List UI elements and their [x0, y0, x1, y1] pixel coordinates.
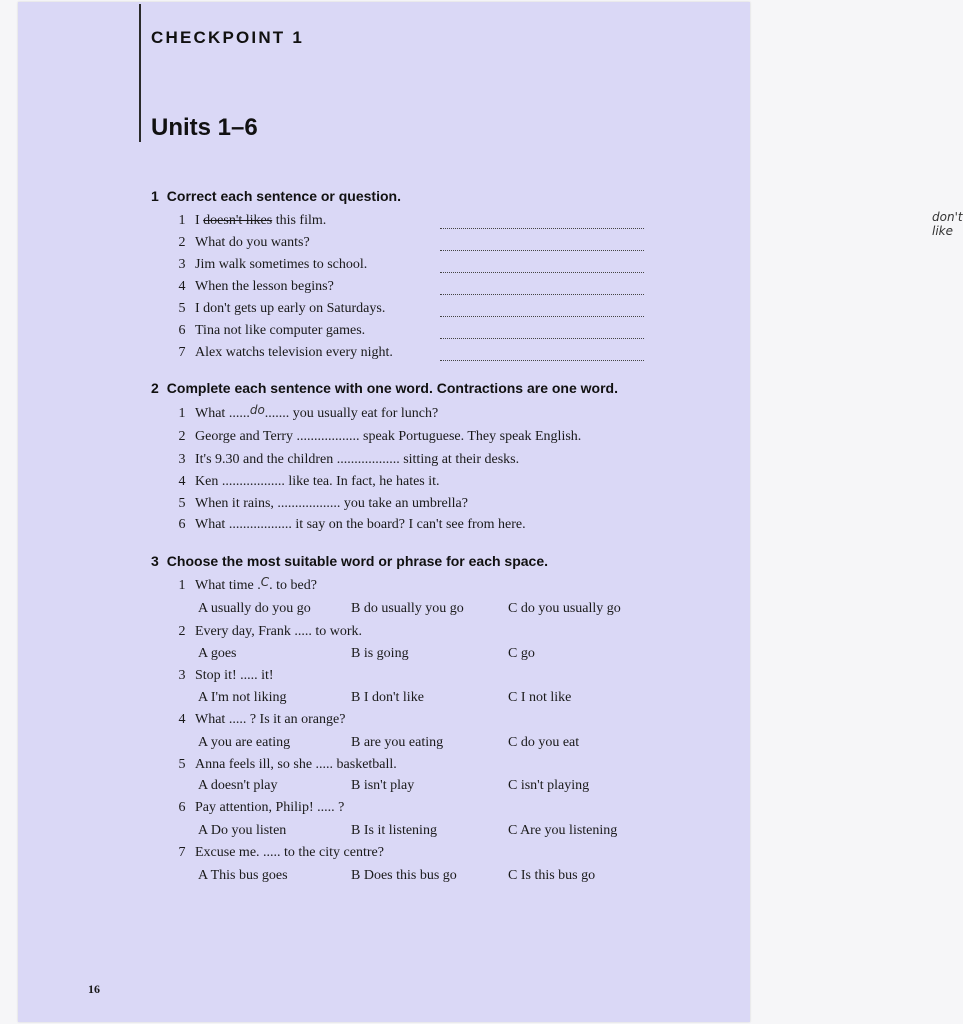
- section-2-number: 2: [151, 380, 159, 396]
- option-c[interactable]: C do you eat: [508, 735, 580, 750]
- checkpoint-title: CHECKPOINT 1: [151, 28, 304, 47]
- item-text: Excuse me. ..... to the city centre?: [195, 845, 384, 860]
- option-a[interactable]: A I'm not liking: [198, 690, 287, 705]
- answer-line[interactable]: [440, 237, 644, 251]
- option-a[interactable]: A goes: [198, 646, 237, 661]
- option-b[interactable]: B isn't play: [351, 778, 415, 793]
- item-text: What do you wants?: [195, 235, 310, 250]
- option-c[interactable]: C go: [508, 646, 535, 661]
- handwritten-answer: C: [260, 575, 270, 589]
- item-number: 2: [178, 429, 186, 444]
- item-number: 4: [178, 279, 186, 294]
- item-text: What ..... ? Is it an orange?: [195, 712, 346, 727]
- vertical-rule: [139, 4, 141, 142]
- option-a[interactable]: A you are eating: [198, 735, 291, 750]
- item-text: It's 9.30 and the children .................. sitting at their desks.: [195, 452, 520, 467]
- section-1-heading: [151, 188, 401, 204]
- item-number: 3: [178, 668, 186, 683]
- option-b[interactable]: B is going: [351, 646, 409, 661]
- section-3-instruction: Choose the most suitable word or phrase for each space.: [166, 553, 549, 569]
- worksheet-page: [18, 2, 963, 1022]
- item-text: . to bed?: [269, 578, 317, 593]
- item-text: ....... you usually eat for lunch?: [264, 406, 439, 421]
- item-number: 4: [178, 712, 186, 727]
- option-b[interactable]: B are you eating: [351, 735, 444, 750]
- option-a[interactable]: A usually do you go: [198, 601, 311, 616]
- option-b[interactable]: B Does this bus go: [351, 868, 457, 883]
- item-text: Every day, Frank ..... to work.: [195, 624, 363, 639]
- option-c[interactable]: C isn't playing: [508, 778, 590, 793]
- answer-line[interactable]: [440, 210, 963, 238]
- item-number: 7: [178, 345, 186, 360]
- struck-text: doesn't likes: [203, 213, 273, 228]
- section-1-instruction: Correct each sentence or question.: [166, 188, 401, 204]
- answer-line[interactable]: [440, 281, 644, 295]
- item-number: 6: [178, 800, 186, 815]
- item-text: Ken .................. like tea. In fact, he hates it.: [195, 474, 440, 489]
- item-number: 1: [178, 578, 186, 593]
- item-text: I: [195, 213, 204, 228]
- handwritten-answer: do: [249, 403, 265, 417]
- answer-line[interactable]: [440, 303, 644, 317]
- option-b[interactable]: B do usually you go: [351, 601, 464, 616]
- option-a[interactable]: A doesn't play: [198, 778, 278, 793]
- section-2-instruction: Complete each sentence with one word. Contractions are one word.: [166, 380, 618, 396]
- item-text: When the lesson begins?: [195, 279, 334, 294]
- option-c[interactable]: C Is this bus go: [508, 868, 596, 883]
- item-number: 4: [178, 474, 186, 489]
- item-number: 6: [178, 323, 186, 338]
- item-text: Tina not like computer games.: [195, 323, 366, 338]
- answer-line[interactable]: [440, 347, 644, 361]
- answer-line[interactable]: [440, 325, 644, 339]
- item-text: Stop it! ..... it!: [195, 668, 274, 683]
- section-2-heading: [151, 380, 618, 396]
- item-text: What time .: [195, 578, 261, 593]
- item-number: 2: [178, 235, 186, 250]
- option-c[interactable]: C Are you listening: [508, 823, 618, 838]
- item-text: Alex watchs television every night.: [195, 345, 393, 360]
- item-text: What .................. it say on the board? I can't see from here.: [195, 517, 526, 532]
- item-number: 7: [178, 845, 186, 860]
- option-b[interactable]: B Is it listening: [351, 823, 437, 838]
- item-number: 2: [178, 624, 186, 639]
- item-text: Anna feels ill, so she ..... basketball.: [195, 757, 397, 772]
- item-number: 1: [178, 213, 186, 228]
- section-3-heading: [151, 553, 548, 569]
- answer-line[interactable]: [440, 259, 644, 273]
- item-number: 5: [178, 301, 186, 316]
- item-text: I don't gets up early on Saturdays.: [195, 301, 386, 316]
- page-number: 16: [88, 982, 100, 996]
- option-a[interactable]: A Do you listen: [198, 823, 287, 838]
- item-number: 3: [178, 257, 186, 272]
- option-c[interactable]: C I not like: [508, 690, 572, 705]
- item-number: 5: [178, 757, 186, 772]
- option-c[interactable]: C do you usually go: [508, 601, 621, 616]
- units-title: Units 1–6: [151, 114, 258, 141]
- item-text: When it rains, .................. you take an umbrella?: [195, 496, 468, 511]
- item-number: 5: [178, 496, 186, 511]
- item-text: Pay attention, Philip! ..... ?: [195, 800, 345, 815]
- item-number: 3: [178, 452, 186, 467]
- item-text: this film.: [272, 213, 327, 228]
- item-number: 6: [178, 517, 186, 532]
- section-1-number: 1: [151, 188, 159, 204]
- item-text: What ......: [195, 406, 250, 421]
- item-text: George and Terry .................. speak Portuguese. They speak English.: [195, 429, 582, 444]
- item-number: 1: [178, 406, 186, 421]
- option-a[interactable]: A This bus goes: [198, 868, 288, 883]
- item-text: Jim walk sometimes to school.: [195, 257, 368, 272]
- handwritten-answer: don't like: [932, 210, 963, 238]
- option-b[interactable]: B I don't like: [351, 690, 424, 705]
- section-3-number: 3: [151, 553, 159, 569]
